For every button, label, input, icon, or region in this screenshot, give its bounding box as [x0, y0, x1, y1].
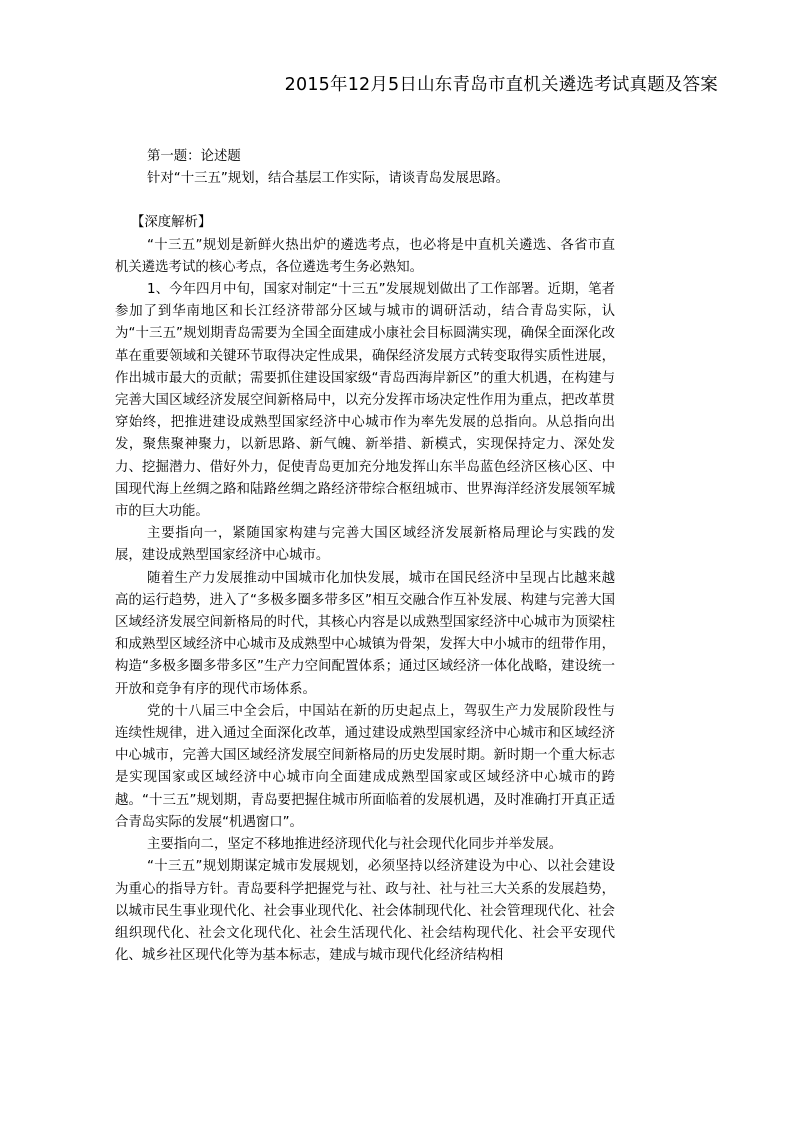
question-label: 第一题：论述题: [147, 149, 241, 164]
body-paragraph-1: “十三五”规划是新鲜火热出炉的遴选考点，也必将是中直机关遴选、各省市直机关遴选考试的核心考点，各位遴选考生务必熟知。: [115, 237, 615, 275]
body-paragraph-6: 主要指向二，坚定不移地推进经济现代化与社会现代化同步并举发展。: [147, 837, 563, 853]
question-text: 针对“十三五”规划，结合基层工作实际，请谈青岛发展思路。: [147, 171, 510, 187]
body-paragraph-7: “十三五”规划期谋定城市发展规划，必须坚持以经济建设为中心、以社会建设为重心的指导方针。青岛要科学把握党与社、政与社、社与社三大关系的发展趋势，以城市民生事业现代化、社会事业现代化、社会体制现代化、社会管理现代化、社会组织现代化、社会文化现代化、社会生活现代化、社会结构现代化、社会平安现代化、城乡社区现代化等为基本标志，建成与城市现代化经济结构相: [115, 859, 615, 964]
body-paragraph-4: 随着生产力发展推动中国城市化加快发展，城市在国民经济中呈现占比越来越高的运行趋势，进入了“多极多圈多带多区”相互交融合作互补发展、构建与完善大国区域经济发展空间新格局的时代，其核心内容是以成熟型国家经济中心城市为顶梁柱和成熟型区域经济中心城市及成熟型中心城镇为骨架，发挥大中小城市的纽带作用，构造“多极多圈多带多区”生产力空间配置体系；通过区域经济一体化战略，建设统一开放和竞争有序的现代市场体系。: [115, 570, 615, 697]
spacer: [115, 190, 615, 212]
document-title: 2015年12月5日山东青岛市直机关遴选考试真题及答案: [284, 75, 718, 95]
document-body: [115, 146, 615, 967]
body-paragraph-5: 党的十八届三中全会后，中国站在新的历史起点上，驾驭生产力发展阶段性与连续性规律，进入通过全面深化改革，通过建设成熟型国家经济中心城市和区域经济中心城市，完善大国区域经济发展空间新格局的历史发展时期。新时期一个重大标志是实现国家或区域经济中心城市向全面建成成熟型国家或区域经济中心城市的跨越。“十三五”规划期，青岛要把握住城市所面临着的发展机遇，及时准确打开真正适合青岛实际的发展“机遇窗口”。: [115, 703, 615, 830]
analysis-heading: 【深度解析】: [131, 215, 212, 231]
body-paragraph-3: 主要指向一，紧随国家构建与完善大国区域经济发展新格局理论与实践的发展，建设成熟型国家经济中心城市。: [115, 526, 615, 564]
body-paragraph-2: 1、今年四月中旬，国家对制定“十三五”发展规划做出了工作部署。近期，笔者参加了到华南地区和长江经济带部分区域与城市的调研活动，结合青岛实际，认为“十三五”规划期青岛需要为全国全面建成小康社会目标圆满实现，确保全面深化改革在重要领域和关键环节取得决定性成果，确保经济发展方式转变取得实质性进展，作出城市最大的贡献；需要抓住建设国家级“青岛西海岸新区”的重大机遇，在构建与完善大国区域经济发展空间新格局中，以充分发挥市场决定性作用为重点，把改革贯穿始终，把推进建设成熟型国家经济中心城市作为率先发展的总指向。从总指向出发，聚焦聚神聚力，以新思路、新气魄、新举措、新模式，实现保持定力、深处发力、挖掘潜力、借好外力，促使青岛更加充分地发挥山东半岛蓝色经济区核心区、中国现代海上丝绸之路和陆路丝绸之路经济带综合枢纽城市、世界海洋经济发展领军城市的巨大功能。: [115, 282, 615, 520]
